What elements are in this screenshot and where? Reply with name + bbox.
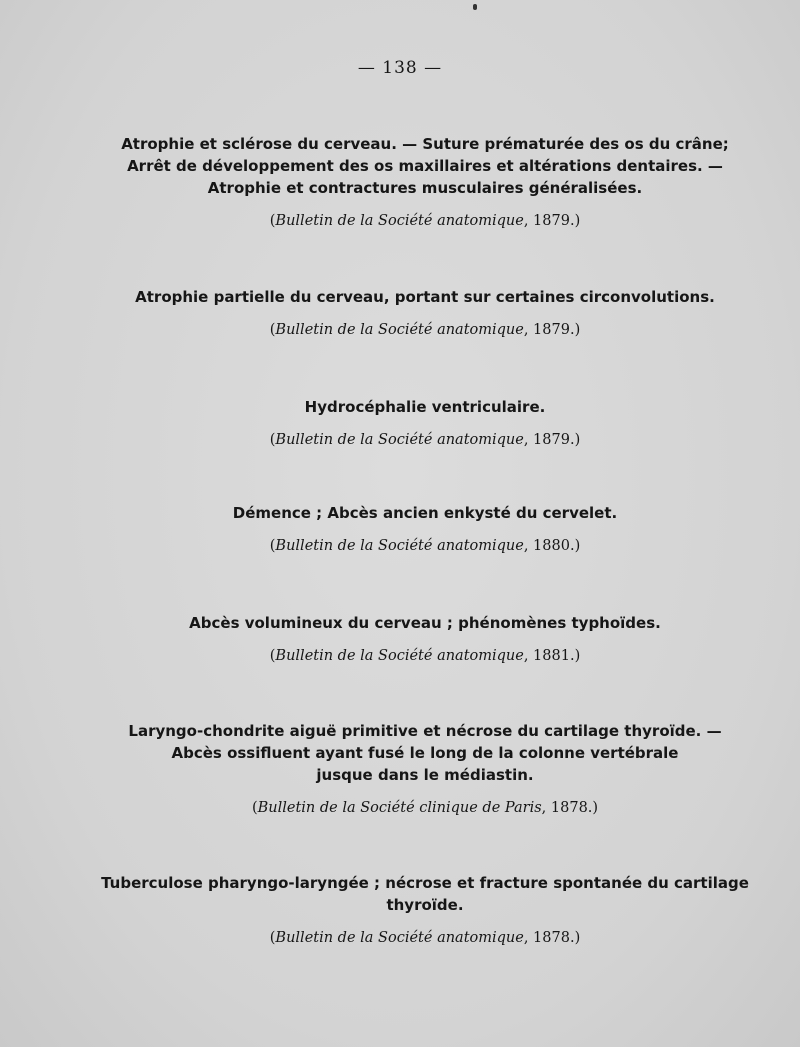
- entry-source: [90, 646, 760, 666]
- entry-hydrocephalie: [90, 396, 760, 450]
- source-open: (: [269, 213, 276, 229]
- entry-title-line: Atrophie et sclérose du cerveau. — Suture prématurée des os du crâne;: [121, 135, 729, 153]
- ink-speck: [473, 4, 477, 10]
- entry-title-line: Laryngo-chondrite aiguë primitive et nécrose du cartilage thyroïde. —: [128, 722, 722, 740]
- journal-name: Bulletin de la Société clinique de Paris: [257, 800, 542, 816]
- source-open: (: [269, 322, 276, 338]
- entry-atrophie-sclerose: [90, 133, 760, 231]
- entry-title-line: Abcès volumineux du cerveau ; phénomènes typhoïdes.: [189, 614, 661, 632]
- entry-abces-volumineux: [90, 612, 760, 666]
- entry-source: [90, 798, 760, 818]
- entry-title-line: Arrêt de développement des os maxillaires et altérations dentaires. —: [127, 157, 723, 175]
- entry-demence-abces: [90, 502, 760, 556]
- entry-title-line: Atrophie partielle du cerveau, portant sur certaines circonvolutions.: [135, 288, 715, 306]
- entry-source: [90, 211, 760, 231]
- entry-title-line: Abcès ossifluent ayant fusé le long de la colonne vertébrale: [171, 744, 679, 762]
- source-year: , 1881.): [523, 648, 581, 664]
- entry-source: [90, 430, 760, 450]
- entry-atrophie-partielle: [90, 286, 760, 340]
- source-year: , 1878.): [541, 800, 599, 816]
- source-year: , 1878.): [523, 930, 581, 946]
- source-open: (: [269, 648, 276, 664]
- source-open: (: [269, 432, 276, 448]
- entry-title-line: Atrophie et contractures musculaires généralisées.: [207, 179, 643, 197]
- journal-name: Bulletin de la Société anatomique: [275, 432, 524, 448]
- entry-title-line: Hydrocéphalie ventriculaire.: [304, 398, 546, 416]
- journal-name: Bulletin de la Société anatomique: [275, 648, 524, 664]
- entry-title-line: jusque dans le médiastin.: [316, 766, 534, 784]
- entry-title-line: Démence ; Abcès ancien enkysté du cervelet.: [232, 504, 618, 522]
- page-number: — 138 —: [357, 58, 443, 78]
- entry-source: [90, 928, 760, 948]
- journal-name: Bulletin de la Société anatomique: [275, 213, 524, 229]
- source-year: , 1879.): [523, 432, 581, 448]
- entry-source: [90, 536, 760, 556]
- entry-source: [90, 320, 760, 340]
- entry-laryngo-chondrite: [90, 720, 760, 818]
- entry-title-line: thyroïde.: [386, 896, 464, 914]
- source-open: (: [269, 930, 276, 946]
- source-year: , 1880.): [523, 538, 581, 554]
- source-year: , 1879.): [523, 322, 581, 338]
- source-open: (: [269, 538, 276, 554]
- journal-name: Bulletin de la Société anatomique: [275, 538, 524, 554]
- entry-title-line: Tuberculose pharyngo-laryngée ; nécrose et fracture spontanée du cartilage: [101, 874, 749, 892]
- source-year: , 1879.): [523, 213, 581, 229]
- source-open: (: [251, 800, 258, 816]
- journal-name: Bulletin de la Société anatomique: [275, 322, 524, 338]
- entry-tuberculose: [90, 872, 760, 948]
- journal-name: Bulletin de la Société anatomique: [275, 930, 524, 946]
